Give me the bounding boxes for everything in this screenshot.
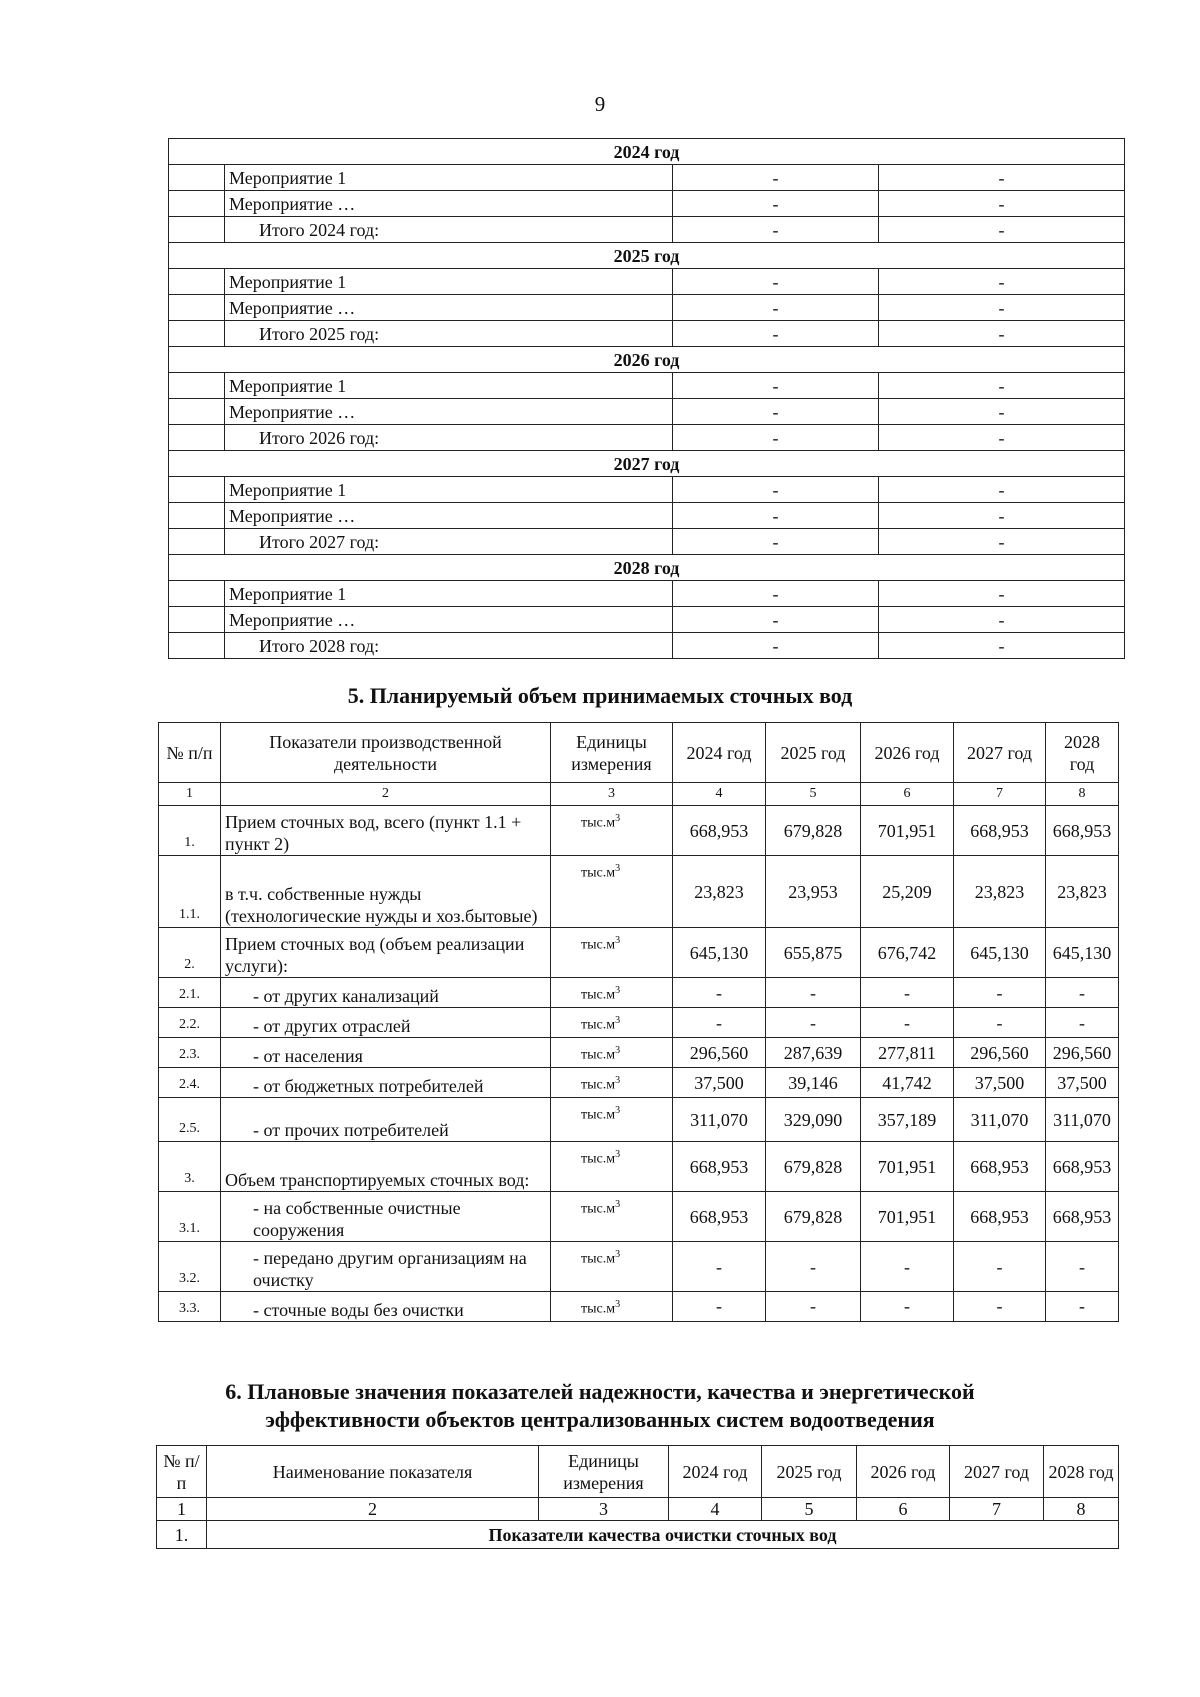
event-value: - <box>673 373 879 399</box>
event-row <box>169 581 1125 607</box>
table-row <box>159 1068 1119 1098</box>
event-row <box>169 269 1125 295</box>
empty-cell <box>169 217 225 243</box>
unit-label: тыс.м <box>581 1251 616 1267</box>
value-cell: 701,951 <box>861 806 954 856</box>
value-cell: - <box>954 1242 1046 1292</box>
header-cell: Показатели производственной деятельности <box>221 723 551 783</box>
value-cell: 277,811 <box>861 1038 954 1068</box>
unit-cell <box>551 1292 673 1322</box>
event-value: - <box>673 399 879 425</box>
value-cell: 668,953 <box>954 806 1046 856</box>
value-cell: 668,953 <box>954 1142 1046 1192</box>
total-value: - <box>673 633 879 659</box>
header-cell: 2026 год <box>857 1446 950 1498</box>
unit-cell <box>551 1008 673 1038</box>
total-row <box>169 321 1125 347</box>
empty-cell <box>169 321 225 347</box>
row-number: 2.2. <box>159 1008 221 1038</box>
indicator-label: Объем транспортируемых сточных вод: <box>221 1142 551 1192</box>
value-cell: - <box>1046 978 1119 1008</box>
event-row <box>169 191 1125 217</box>
event-value: - <box>673 607 879 633</box>
indicator-label: - передано другим организациям на очистку <box>221 1242 551 1292</box>
table-row <box>159 856 1119 928</box>
indicator-label: - от населения <box>221 1038 551 1068</box>
indicator-label: Прием сточных вод (объем реализации услуги): <box>221 928 551 978</box>
indicator-label: в т.ч. собственные нужды (технологические нужды и хоз.бытовые) <box>221 856 551 928</box>
section5-title: 5. Планируемый объем принимаемых сточных вод <box>347 683 853 708</box>
unit-label: тыс.м <box>581 937 616 953</box>
total-label: Итого 2025 год: <box>225 321 673 347</box>
row-number: 2.5. <box>159 1098 221 1142</box>
value-cell: 296,560 <box>1046 1038 1119 1068</box>
total-label: Итого 2028 год: <box>225 633 673 659</box>
unit-superscript: 3 <box>615 1149 621 1160</box>
wastewater-volume-table <box>158 722 1119 1322</box>
value-cell: 668,953 <box>1046 1142 1119 1192</box>
empty-cell <box>169 633 225 659</box>
table-row <box>159 928 1119 978</box>
value-cell: 39,146 <box>766 1068 861 1098</box>
empty-cell <box>169 191 225 217</box>
event-label: Мероприятие … <box>225 191 673 217</box>
event-label: Мероприятие … <box>225 399 673 425</box>
event-label: Мероприятие … <box>225 503 673 529</box>
value-cell: - <box>673 978 766 1008</box>
header-cell: 2028 год <box>1044 1446 1119 1498</box>
event-value: - <box>879 607 1125 633</box>
column-number: 7 <box>954 783 1046 806</box>
column-number: 8 <box>1044 1498 1119 1521</box>
row-number: 2. <box>159 928 221 978</box>
event-row <box>169 503 1125 529</box>
section6-title-line2: эффективности объектов централизованных систем водоотведения <box>265 1407 935 1432</box>
event-value: - <box>673 165 879 191</box>
value-cell: - <box>766 1242 861 1292</box>
value-cell: 37,500 <box>673 1068 766 1098</box>
table-row <box>159 1242 1119 1292</box>
unit-superscript: 3 <box>615 1045 621 1056</box>
value-cell: 23,823 <box>954 856 1046 928</box>
header-cell: № п/п <box>157 1446 207 1498</box>
indicator-label: - сточные воды без очистки <box>221 1292 551 1322</box>
column-number: 2 <box>221 783 551 806</box>
value-cell: - <box>766 978 861 1008</box>
value-cell: - <box>954 978 1046 1008</box>
table-row <box>159 1098 1119 1142</box>
events-table <box>168 138 1125 659</box>
column-number: 7 <box>950 1498 1044 1521</box>
row-number: 3.3. <box>159 1292 221 1322</box>
empty-cell <box>169 477 225 503</box>
row-number: 3. <box>159 1142 221 1192</box>
value-cell: 311,070 <box>1046 1098 1119 1142</box>
event-value: - <box>879 295 1125 321</box>
value-cell: 296,560 <box>673 1038 766 1068</box>
section6-title-line1: 6. Плановые значения показателей надежности, качества и энергетической <box>225 1379 975 1404</box>
header-cell: Единицы измерения <box>539 1446 669 1498</box>
table-row <box>159 1192 1119 1242</box>
value-cell: 645,130 <box>954 928 1046 978</box>
year-header-row <box>169 555 1125 581</box>
value-cell: 668,953 <box>673 806 766 856</box>
column-number: 4 <box>669 1498 762 1521</box>
value-cell: 37,500 <box>954 1068 1046 1098</box>
row-number: 3.2. <box>159 1242 221 1292</box>
indicator-label: Прием сточных вод, всего (пункт 1.1 + пункт 2) <box>221 806 551 856</box>
row-number: 1.1. <box>159 856 221 928</box>
year-header-row <box>169 347 1125 373</box>
value-cell: - <box>954 1008 1046 1038</box>
header-cell: 2025 год <box>762 1446 857 1498</box>
empty-cell <box>169 269 225 295</box>
event-value: - <box>879 191 1125 217</box>
total-value: - <box>879 217 1125 243</box>
indicator-label: - на собственные очистные сооружения <box>221 1192 551 1242</box>
year-header-row <box>169 243 1125 269</box>
indicator-label: - от прочих потребителей <box>221 1098 551 1142</box>
value-cell: - <box>766 1008 861 1038</box>
value-cell: 23,953 <box>766 856 861 928</box>
unit-cell <box>551 806 673 856</box>
event-row <box>169 477 1125 503</box>
column-number: 5 <box>766 783 861 806</box>
value-cell: 701,951 <box>861 1142 954 1192</box>
event-value: - <box>879 165 1125 191</box>
unit-cell <box>551 856 673 928</box>
value-cell: 37,500 <box>1046 1068 1119 1098</box>
unit-cell <box>551 1242 673 1292</box>
unit-superscript: 3 <box>615 863 621 874</box>
unit-superscript: 3 <box>615 1015 621 1026</box>
empty-cell <box>169 373 225 399</box>
header-cell: 2027 год <box>950 1446 1044 1498</box>
column-number: 1 <box>157 1498 207 1521</box>
value-cell: 25,209 <box>861 856 954 928</box>
total-value: - <box>879 633 1125 659</box>
value-cell: - <box>861 1008 954 1038</box>
unit-label: тыс.м <box>581 1107 616 1123</box>
value-cell: 645,130 <box>1046 928 1119 978</box>
event-label: Мероприятие … <box>225 607 673 633</box>
event-value: - <box>673 581 879 607</box>
value-cell: 23,823 <box>673 856 766 928</box>
row-number: 1. <box>157 1521 207 1549</box>
unit-superscript: 3 <box>615 1249 621 1260</box>
header-cell: 2026 год <box>861 723 954 783</box>
year-label: 2024 год <box>169 139 1125 165</box>
header-row <box>157 1446 1119 1498</box>
value-cell: - <box>673 1292 766 1322</box>
value-cell: 357,189 <box>861 1098 954 1142</box>
event-value: - <box>879 373 1125 399</box>
total-row <box>169 529 1125 555</box>
event-label: Мероприятие 1 <box>225 165 673 191</box>
unit-cell <box>551 978 673 1008</box>
empty-cell <box>169 399 225 425</box>
event-label: Мероприятие 1 <box>225 581 673 607</box>
unit-label: тыс.м <box>581 1077 616 1093</box>
table-row <box>159 1038 1119 1068</box>
value-cell: - <box>673 1008 766 1038</box>
value-cell: 679,828 <box>766 1142 861 1192</box>
column-number: 6 <box>857 1498 950 1521</box>
value-cell: 23,823 <box>1046 856 1119 928</box>
total-row <box>169 425 1125 451</box>
total-value: - <box>673 425 879 451</box>
header-cell: 2024 год <box>673 723 766 783</box>
year-label: 2028 год <box>169 555 1125 581</box>
total-row <box>169 633 1125 659</box>
total-value: - <box>879 321 1125 347</box>
event-value: - <box>673 295 879 321</box>
unit-cell <box>551 1038 673 1068</box>
total-label: Итого 2024 год: <box>225 217 673 243</box>
value-cell: 668,953 <box>1046 1192 1119 1242</box>
value-cell: - <box>673 1242 766 1292</box>
unit-label: тыс.м <box>581 1301 616 1317</box>
table-row <box>159 1142 1119 1192</box>
value-cell: 41,742 <box>861 1068 954 1098</box>
table-row <box>159 978 1119 1008</box>
year-header-row <box>169 451 1125 477</box>
year-label: 2025 год <box>169 243 1125 269</box>
row-number: 2.1. <box>159 978 221 1008</box>
event-row <box>169 399 1125 425</box>
unit-cell <box>551 1142 673 1192</box>
event-row <box>169 165 1125 191</box>
value-cell: 668,953 <box>954 1192 1046 1242</box>
column-number: 2 <box>207 1498 539 1521</box>
unit-label: тыс.м <box>581 987 616 1003</box>
reliability-indicators-table <box>156 1445 1119 1549</box>
row-group-label: Показатели качества очистки сточных вод <box>207 1521 1119 1549</box>
value-cell: 655,875 <box>766 928 861 978</box>
total-value: - <box>673 529 879 555</box>
unit-superscript: 3 <box>615 985 621 996</box>
total-value: - <box>879 529 1125 555</box>
empty-cell <box>169 295 225 321</box>
table-row <box>159 1008 1119 1038</box>
value-cell: - <box>1046 1008 1119 1038</box>
header-cell: № п/п <box>159 723 221 783</box>
header-row <box>159 723 1119 783</box>
header-cell: Единицы измерения <box>551 723 673 783</box>
empty-cell <box>169 425 225 451</box>
unit-superscript: 3 <box>615 1105 621 1116</box>
unit-label: тыс.м <box>581 865 616 881</box>
empty-cell <box>169 529 225 555</box>
row-number: 2.4. <box>159 1068 221 1098</box>
page-number: 9 <box>594 92 606 116</box>
value-cell: 287,639 <box>766 1038 861 1068</box>
table-row <box>159 806 1119 856</box>
unit-cell <box>551 1192 673 1242</box>
header-cell: Наименование показателя <box>207 1446 539 1498</box>
unit-label: тыс.м <box>581 1047 616 1063</box>
header-cell: 2028 год <box>1046 723 1119 783</box>
value-cell: 679,828 <box>766 1192 861 1242</box>
unit-label: тыс.м <box>581 1201 616 1217</box>
event-row <box>169 295 1125 321</box>
event-label: Мероприятие 1 <box>225 269 673 295</box>
total-value: - <box>673 321 879 347</box>
event-label: Мероприятие 1 <box>225 477 673 503</box>
empty-cell <box>169 581 225 607</box>
value-cell: 668,953 <box>673 1142 766 1192</box>
event-label: Мероприятие … <box>225 295 673 321</box>
indicator-label: - от бюджетных потребителей <box>221 1068 551 1098</box>
event-value: - <box>673 191 879 217</box>
event-label: Мероприятие 1 <box>225 373 673 399</box>
header-cell: 2024 год <box>669 1446 762 1498</box>
column-number: 6 <box>861 783 954 806</box>
total-label: Итого 2027 год: <box>225 529 673 555</box>
indicator-label: - от других отраслей <box>221 1008 551 1038</box>
value-cell: 311,070 <box>673 1098 766 1142</box>
unit-label: тыс.м <box>581 1017 616 1033</box>
total-row <box>169 217 1125 243</box>
year-label: 2027 год <box>169 451 1125 477</box>
empty-cell <box>169 607 225 633</box>
value-cell: 668,953 <box>673 1192 766 1242</box>
year-label: 2026 год <box>169 347 1125 373</box>
indicator-label: - от других канализаций <box>221 978 551 1008</box>
unit-label: тыс.м <box>581 1151 616 1167</box>
column-number: 5 <box>762 1498 857 1521</box>
year-header-row <box>169 139 1125 165</box>
value-cell: - <box>766 1292 861 1322</box>
unit-superscript: 3 <box>615 1299 621 1310</box>
column-number: 1 <box>159 783 221 806</box>
unit-superscript: 3 <box>615 1199 621 1210</box>
event-row <box>169 373 1125 399</box>
row-number: 2.3. <box>159 1038 221 1068</box>
value-cell: 296,560 <box>954 1038 1046 1068</box>
unit-cell <box>551 1098 673 1142</box>
value-cell: 329,090 <box>766 1098 861 1142</box>
header-cell: 2025 год <box>766 723 861 783</box>
unit-cell <box>551 928 673 978</box>
value-cell: 311,070 <box>954 1098 1046 1142</box>
header-cell: 2027 год <box>954 723 1046 783</box>
event-value: - <box>673 269 879 295</box>
unit-superscript: 3 <box>615 813 621 824</box>
event-value: - <box>673 477 879 503</box>
unit-cell <box>551 1068 673 1098</box>
row-number: 3.1. <box>159 1192 221 1242</box>
total-value: - <box>879 425 1125 451</box>
table-row <box>159 1292 1119 1322</box>
event-value: - <box>879 269 1125 295</box>
unit-superscript: 3 <box>615 1075 621 1086</box>
value-cell: - <box>954 1292 1046 1322</box>
value-cell: 679,828 <box>766 806 861 856</box>
event-value: - <box>673 503 879 529</box>
total-label: Итого 2026 год: <box>225 425 673 451</box>
unit-label: тыс.м <box>581 815 616 831</box>
table-row <box>157 1521 1119 1549</box>
event-value: - <box>879 399 1125 425</box>
column-number: 3 <box>551 783 673 806</box>
column-number: 3 <box>539 1498 669 1521</box>
value-cell: - <box>1046 1292 1119 1322</box>
value-cell: - <box>861 1292 954 1322</box>
event-value: - <box>879 581 1125 607</box>
total-value: - <box>673 217 879 243</box>
event-value: - <box>879 477 1125 503</box>
value-cell: - <box>1046 1242 1119 1292</box>
value-cell: 645,130 <box>673 928 766 978</box>
column-number-row <box>157 1498 1119 1521</box>
column-number: 4 <box>673 783 766 806</box>
value-cell: 668,953 <box>1046 806 1119 856</box>
value-cell: - <box>861 1242 954 1292</box>
empty-cell <box>169 165 225 191</box>
value-cell: 676,742 <box>861 928 954 978</box>
event-value: - <box>879 503 1125 529</box>
unit-superscript: 3 <box>615 935 621 946</box>
value-cell: - <box>861 978 954 1008</box>
column-number-row <box>159 783 1119 806</box>
empty-cell <box>169 503 225 529</box>
row-number: 1. <box>159 806 221 856</box>
value-cell: 701,951 <box>861 1192 954 1242</box>
column-number: 8 <box>1046 783 1119 806</box>
event-row <box>169 607 1125 633</box>
